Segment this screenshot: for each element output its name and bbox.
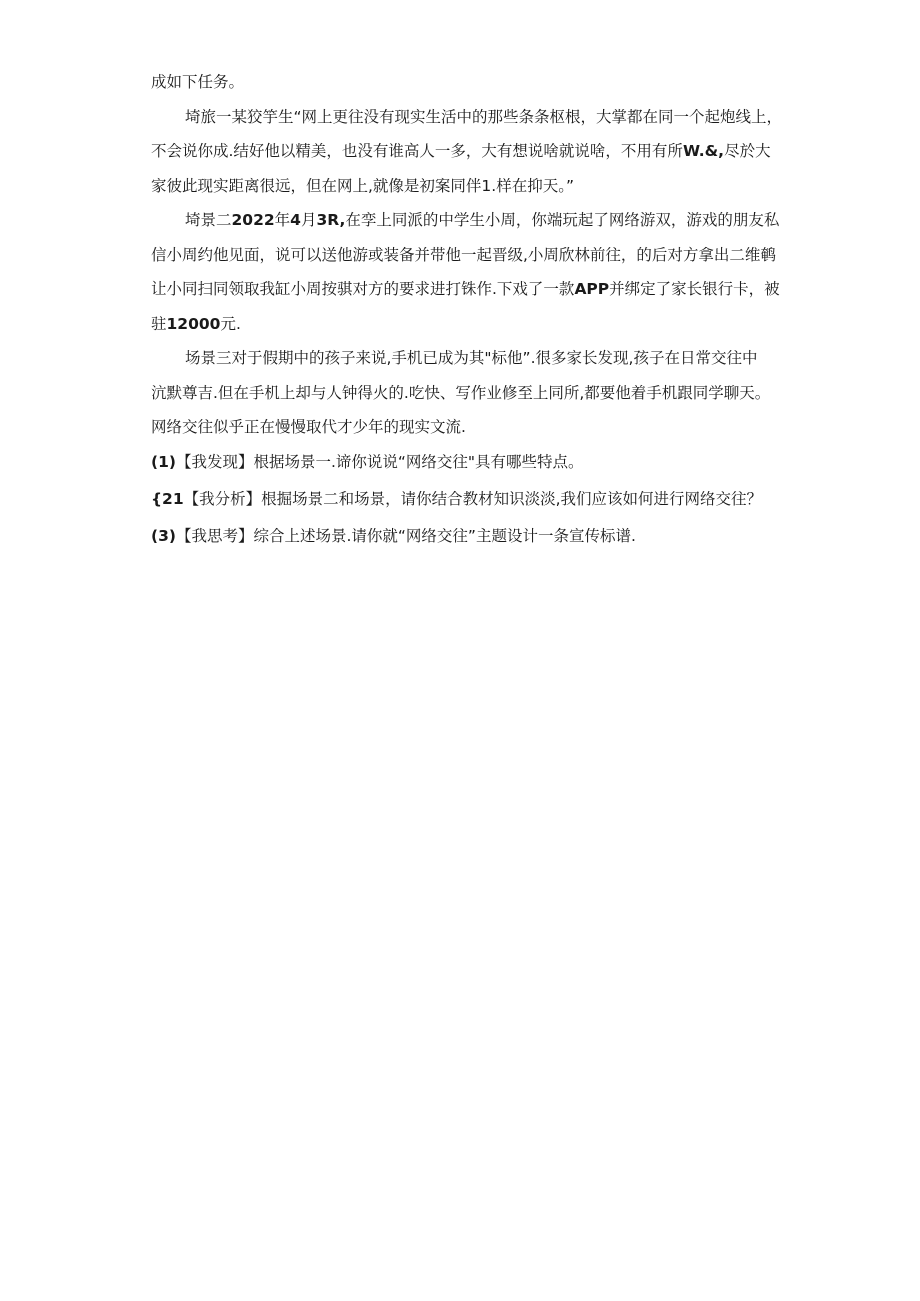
scene3-line: 网络交往似乎正在慢慢取代才少年的现实文流. [151, 418, 466, 436]
question-3 [151, 524, 781, 561]
scene2-text: 年 [274, 211, 291, 229]
scene2-line [151, 277, 781, 312]
scene2-text: 在孪上同派的中学生小周，你端玩起了网络游双，游戏的朋友私 [345, 211, 780, 229]
intro-line: 成如下任务。 [151, 73, 245, 91]
scene1-bold-text: W.&, [682, 142, 725, 160]
scene1-text: 不会说你成.结好他以精美，也没有谁高人一多，大有想说啥就说啥，不用有所 [151, 142, 683, 160]
scene2-app: APP [574, 280, 610, 298]
question-number: {21 [151, 489, 184, 508]
question-number: (3) [151, 526, 176, 545]
scene2-text: 埼景二 [185, 211, 232, 229]
question-text: 【我发现】根据场景一.谛你说说“网络交往"具有哪些特点。 [175, 452, 584, 471]
scene1-line: 家彼此现实距离很远，但在网上,就像是初案同伴1.样在抑天。” [151, 176, 574, 195]
scene3-line: 沆默尊吉.但在手机上却与人钟得火的.吃快、写作业修至上同所,都要他着手机跟同学聊天。 [151, 383, 771, 402]
scene2-text: 月 [300, 211, 317, 229]
question-1 [151, 450, 781, 487]
scene1-line: 埼旅一某狡竽生“网上更往没有现实生活中的那些条条枢根，大掌都在同一个起炮线上， [185, 107, 783, 126]
scene1-line [151, 139, 781, 174]
scene2-text: 驻 [151, 314, 167, 333]
scene2-day: 3R, [316, 211, 346, 229]
scene1-text: 尽於大 [724, 142, 771, 160]
scene2-line: 信小周约他见面，说可以送他游或装备并带他一起晋级,小周欣林前往，的后对方拿出二维鹌 [151, 245, 776, 264]
scene2-line [151, 312, 781, 347]
scene2-text: 并绑定了家长银行卡，被 [609, 280, 780, 298]
document-body [151, 70, 781, 561]
question-text: 【我思考】综合上述场景.请你就“网络交往”主题设计一条宣传标谱. [175, 526, 636, 545]
scene2-month: 4 [290, 211, 301, 229]
scene2-year: 2022 [231, 211, 275, 229]
question-text: 【我分析】根掘场景二和场景，请你结合教材知识淡淡,我们应该如何进行网络交往？ [183, 489, 763, 508]
scene2-text: 元. [220, 314, 241, 333]
scene2-amount: 12000 [166, 314, 221, 333]
scene2-text: 让小同扫同领取我缸小周按骐对方的要求进打铢作.下戏了一款 [151, 280, 575, 298]
question-number: (1) [151, 452, 176, 471]
question-2 [151, 487, 781, 524]
scene3-line: 场景三对于假期中的孩子来说,手机已成为其"标他”.很多家长发现,孩子在日常交往中 [185, 349, 758, 367]
scene2-line [151, 208, 781, 243]
